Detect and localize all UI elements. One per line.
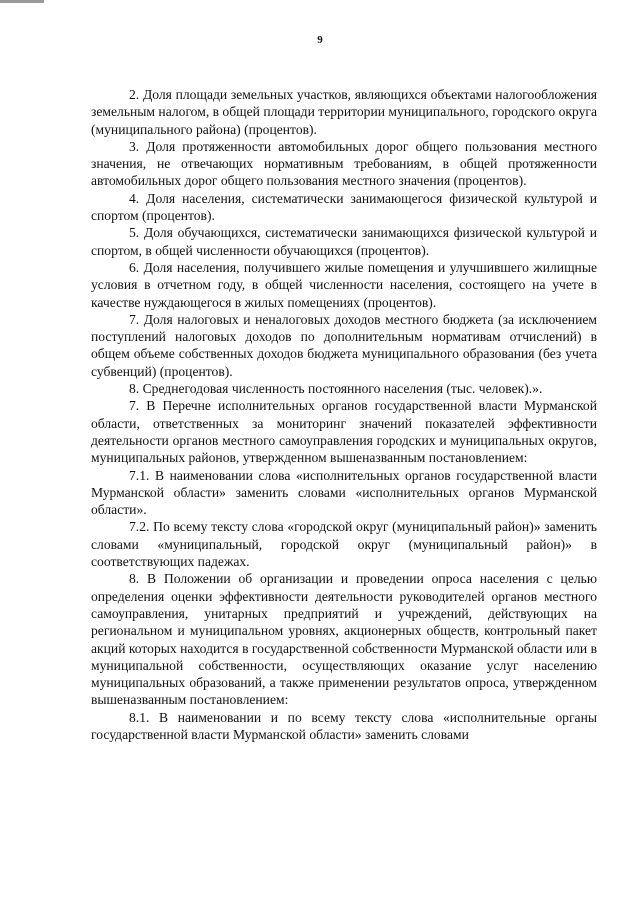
paragraph-section-8-1: 8.1. В наименовании и по всему тексту слова «исполнительные органы государственной власти Мурманской области» заменить словами (91, 709, 597, 742)
paragraph-section-7-1: 7.1. В наименовании слова «исполнительных органов государственной власти Мурманской области» заменить словами «исполнительных органов Мурманской области». (91, 467, 597, 518)
paragraph-item-8: 8. Среднегодовая численность постоянного населения (тыс. человек).». (129, 381, 543, 397)
paragraph-section-7: 7. В Перечне исполнительных органов государственной власти Мурманской области, ответственных за мониторинг значений показателей эффективности деятельности органов местного самоуправления городских и муниципальных округов, муниципальных районов, утвержденном вышеназванным постановлением: (91, 398, 597, 466)
scan-edge-mark (0, 0, 44, 3)
paragraph-section-7-2: 7.2. По всему тексту слова «городской округ (муниципальный район)» заменить словами «муниципальный, городской округ (муниципальный район)» в соответствующих падежах. (91, 519, 597, 570)
paragraph-item-3: 3. Доля протяженности автомобильных дорог общего пользования местного значения, не отвечающих нормативным требованиям, в общей протяженности автомобильных дорог общего пользования местного значения (процентов). (91, 138, 597, 189)
page-number: 9 (317, 34, 323, 46)
paragraph-item-6: 6. Доля населения, получившего жилые помещения и улучшившего жилищные условия в отчетном году, в общей численности населения, состоящего на учете в качестве нуждающегося в жилых помещениях (процентов). (91, 259, 597, 310)
paragraph-item-2: 2. Доля площади земельных участков, являющихся объектами налогообложения земельным налогом, в общей площади территории муниципального, городского округа (муниципального района) (процентов). (91, 87, 597, 137)
paragraph-section-8: 8. В Положении об организации и проведении опроса населения с целью определения оценки эффективности деятельности руководителей органов местного самоуправления, унитарных предприятий и учреждений, действующих на региональном и муниципальном уровнях, акционерных обществ, контрольный пакет акций которых находится в государственной собственности Мурманской области или в муниципальной собственности, осуществляющих оказание услуг населению муниципальных образований, а также применении результатов опроса, утвержденном вышеназванным постановлением: (91, 571, 597, 708)
paragraph-item-5: 5. Доля обучающихся, систематически занимающихся физической культурой и спортом, в общей численности обучающихся (процентов). (91, 225, 597, 258)
paragraph-item-7: 7. Доля налоговых и неналоговых доходов местного бюджета (за исключением поступлений налоговых доходов по дополнительным нормативам отчислений) в общем объеме собственных доходов бюджета муниципального образования (без учета субвенций) (процентов). (91, 311, 597, 379)
document-body (91, 86, 597, 743)
paragraph-item-4: 4. Доля населения, систематически занимающегося физической культурой и спортом (процентов). (91, 190, 597, 224)
